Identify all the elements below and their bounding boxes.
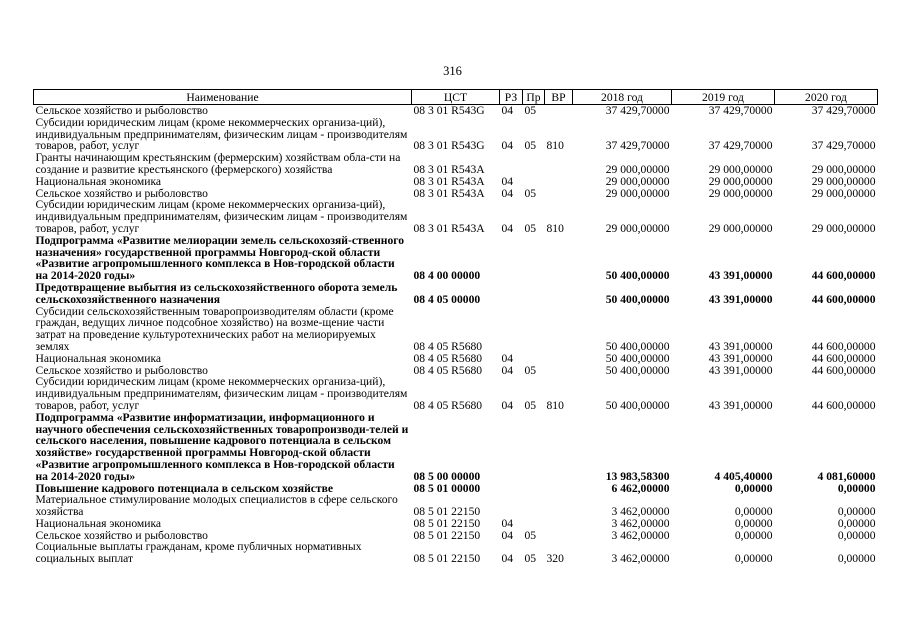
cell-cst: 08 3 01 R543A	[413, 221, 485, 235]
cell-name: Повышение кадрового потенциала в сельском хозяйстве	[35, 481, 334, 495]
cell-name: Национальная экономика	[35, 351, 162, 365]
cell-cst: 08 5 01 22150	[413, 516, 481, 530]
cell-2020: 29 000,00000	[811, 174, 876, 188]
cell-rz	[500, 483, 523, 495]
cell-2018: 37 429,70000	[605, 104, 670, 117]
cell-cst: 08 5 01 22150	[413, 505, 481, 519]
cell-vr	[545, 188, 573, 200]
cell-vr	[545, 412, 573, 483]
cell-rz	[500, 306, 523, 353]
cell-name: Национальная экономика	[35, 516, 162, 530]
cell-cst: 08 5 01 22150	[413, 528, 481, 542]
cell-name: Субсидии юридическим лицам (кроме некоммерческих организа-ций), индивидуальным предпринимателям, физическим лицам - производителям товаров, работ, услуг	[35, 115, 408, 153]
cell-2018: 3 462,00000	[611, 528, 670, 542]
table-row	[34, 353, 878, 365]
cell-2018: 13 983,58300	[605, 469, 670, 483]
cell-2019: 29 000,00000	[708, 162, 773, 176]
cell-2020: 44 600,00000	[811, 339, 876, 353]
cell-name: Сельское хозяйство и рыболовство	[35, 363, 208, 377]
header-cst: ЦСТ	[412, 90, 500, 105]
cell-2019: 43 391,00000	[708, 351, 773, 365]
table-row	[34, 412, 878, 483]
table-row	[34, 376, 878, 411]
cell-vr	[545, 483, 573, 495]
table-row	[34, 117, 878, 152]
cell-2018: 29 000,00000	[605, 174, 670, 188]
cell-name: Сельское хозяйство и рыболовство	[35, 186, 208, 200]
table-row	[34, 282, 878, 306]
cell-pr: 05	[524, 552, 537, 566]
cell-cst: 08 5 00 00000	[413, 469, 481, 483]
header-pr: Пр	[523, 90, 545, 105]
cell-2018: 29 000,00000	[605, 186, 670, 200]
cell-vr	[545, 105, 573, 117]
cell-2020: 0,00000	[837, 552, 876, 566]
cell-cst: 08 5 01 00000	[413, 481, 481, 495]
cell-rz: 04	[501, 363, 514, 377]
table-row	[34, 176, 878, 188]
cell-rz: 04	[501, 552, 514, 566]
cell-rz	[500, 152, 523, 176]
cell-pr: 05	[524, 528, 537, 542]
cell-2019: 29 000,00000	[708, 221, 773, 235]
cell-pr	[523, 353, 545, 365]
cell-rz	[500, 235, 523, 282]
cell-vr	[545, 530, 573, 542]
cell-cst: 08 3 01 R543A	[413, 174, 485, 188]
cell-2018: 37 429,70000	[605, 139, 670, 153]
cell-2020: 37 429,70000	[811, 104, 876, 117]
cell-name: Национальная экономика	[35, 174, 162, 188]
cell-2019: 37 429,70000	[708, 104, 773, 117]
cell-vr: 810	[546, 398, 564, 412]
cell-name: Материальное стимулирование молодых специалистов в сфере сельского хозяйства	[35, 493, 398, 519]
cell-2018: 50 400,00000	[605, 351, 670, 365]
table-body	[34, 105, 878, 566]
cell-2020: 44 600,00000	[811, 292, 876, 306]
cell-pr	[523, 518, 545, 530]
cell-2018: 6 462,00000	[611, 481, 670, 495]
cell-2020: 44 600,00000	[811, 398, 876, 412]
cell-cst: 08 4 05 R5680	[413, 351, 483, 365]
cell-pr	[523, 282, 545, 306]
cell-2018: 50 400,00000	[605, 363, 670, 377]
cell-2019: 29 000,00000	[708, 186, 773, 200]
cell-2020: 29 000,00000	[811, 162, 876, 176]
header-2018: 2018 год	[573, 90, 672, 105]
budget-table	[33, 89, 878, 565]
cell-2019: 43 391,00000	[708, 398, 773, 412]
cell-rz: 04	[501, 221, 514, 235]
cell-vr: 810	[546, 221, 564, 235]
cell-pr: 05	[524, 363, 537, 377]
cell-pr	[523, 494, 545, 518]
table-row	[34, 494, 878, 518]
cell-cst: 08 3 01 R543A	[413, 186, 485, 200]
cell-2018: 3 462,00000	[611, 552, 670, 566]
cell-cst: 08 4 05 R5680	[413, 363, 483, 377]
cell-name: Субсидии юридическим лицам (кроме некоммерческих организа-ций), индивидуальным предпринимателям, физическим лицам - производителям товаров, работ, услуг	[35, 198, 408, 235]
page-number: 316	[443, 64, 462, 78]
table-header-row	[34, 90, 878, 105]
cell-2019: 0,00000	[734, 552, 773, 566]
cell-2020: 0,00000	[837, 516, 876, 530]
cell-2020: 0,00000	[837, 481, 876, 495]
cell-cst: 08 3 01 R543G	[413, 139, 485, 153]
cell-2018: 50 400,00000	[605, 269, 670, 283]
cell-name: Сельское хозяйство и рыболовство	[35, 528, 208, 542]
cell-2019: 0,00000	[734, 528, 773, 542]
header-2020: 2020 год	[775, 90, 878, 105]
cell-2020: 44 600,00000	[811, 351, 876, 365]
cell-pr: 05	[524, 221, 537, 235]
cell-vr	[545, 306, 573, 353]
table-row	[34, 541, 878, 565]
cell-vr	[545, 494, 573, 518]
cell-vr	[545, 353, 573, 365]
cell-2018: 29 000,00000	[605, 221, 670, 235]
cell-vr	[545, 365, 573, 377]
cell-vr	[545, 152, 573, 176]
cell-2020: 0,00000	[837, 528, 876, 542]
cell-rz	[500, 282, 523, 306]
cell-2018: 50 400,00000	[605, 398, 670, 412]
cell-2019: 0,00000	[734, 505, 773, 519]
cell-2019: 0,00000	[734, 481, 773, 495]
cell-pr	[523, 412, 545, 483]
cell-pr: 05	[524, 139, 537, 153]
cell-name: Сельское хозяйство и рыболовство	[35, 104, 208, 117]
cell-2020: 44 600,00000	[811, 363, 876, 377]
cell-rz	[500, 412, 523, 483]
cell-2019: 37 429,70000	[708, 139, 773, 153]
cell-2020: 4 081,60000	[817, 469, 876, 483]
cell-rz: 04	[501, 528, 514, 542]
cell-cst: 08 4 05 00000	[413, 292, 481, 306]
table-row	[34, 152, 878, 176]
cell-2019: 0,00000	[734, 516, 773, 530]
cell-pr: 05	[524, 104, 537, 117]
cell-name: Субсидии сельскохозяйственным товаропроизводителям области (кроме граждан, ведущих личное подсобное хозяйство) на возме-щение части затрат на проведение культуротехнических работ на мелиорируемых землях	[35, 304, 394, 353]
cell-name: Предотвращение выбытия из сельскохозяйственного оборота земель сельскохозяйственного назначения	[35, 280, 398, 306]
cell-cst: 08 3 01 R543A	[413, 162, 485, 176]
cell-2019: 43 391,00000	[708, 339, 773, 353]
cell-cst: 08 4 00 00000	[413, 269, 481, 283]
table-row	[34, 199, 878, 234]
cell-cst: 08 5 01 22150	[413, 552, 481, 566]
cell-rz: 04	[501, 351, 514, 365]
cell-vr: 810	[546, 139, 564, 153]
cell-2019: 43 391,00000	[708, 269, 773, 283]
cell-pr	[523, 483, 545, 495]
table-row	[34, 105, 878, 117]
cell-vr: 320	[546, 552, 564, 566]
cell-cst: 08 3 01 R543G	[413, 104, 485, 117]
header-name: Наименование	[34, 90, 412, 105]
cell-name: Подпрограмма «Развитие мелиорации земель сельскохозяй-ственного назначения» государственной программы Новгород-ской области «Развитие агропромышленного комплекса в Нов-городской области на 2014-2020 годы»	[35, 233, 405, 283]
header-rz: РЗ	[500, 90, 523, 105]
cell-rz: 04	[501, 398, 514, 412]
cell-2019: 4 405,40000	[714, 469, 773, 483]
cell-vr	[545, 282, 573, 306]
cell-2020: 37 429,70000	[811, 139, 876, 153]
header-vr: ВР	[545, 90, 573, 105]
cell-cst: 08 4 05 R5680	[413, 398, 483, 412]
cell-2020: 0,00000	[837, 505, 876, 519]
cell-pr: 05	[524, 186, 537, 200]
cell-vr	[545, 176, 573, 188]
cell-2019: 43 391,00000	[708, 363, 773, 377]
cell-2018: 50 400,00000	[605, 339, 670, 353]
header-2019: 2019 год	[672, 90, 775, 105]
cell-rz: 04	[501, 104, 514, 117]
cell-rz: 04	[501, 174, 514, 188]
table-row	[34, 235, 878, 282]
cell-2020: 29 000,00000	[811, 186, 876, 200]
cell-2020: 29 000,00000	[811, 221, 876, 235]
cell-2019: 43 391,00000	[708, 292, 773, 306]
cell-name: Социальные выплаты гражданам, кроме публичных нормативных социальных выплат	[35, 540, 362, 566]
cell-cst: 08 4 05 R5680	[413, 339, 483, 353]
cell-rz: 04	[501, 186, 514, 200]
cell-vr	[545, 235, 573, 282]
cell-rz: 04	[501, 516, 514, 530]
table-row	[34, 306, 878, 353]
cell-rz: 04	[501, 139, 514, 153]
cell-pr	[523, 152, 545, 176]
cell-2018: 3 462,00000	[611, 505, 670, 519]
cell-2018: 29 000,00000	[605, 162, 670, 176]
cell-vr	[545, 518, 573, 530]
cell-pr	[523, 176, 545, 188]
cell-2018: 50 400,00000	[605, 292, 670, 306]
cell-rz	[500, 494, 523, 518]
table-row	[34, 518, 878, 530]
cell-pr: 05	[524, 398, 537, 412]
cell-2018: 3 462,00000	[611, 516, 670, 530]
cell-name: Подпрограмма «Развитие информатизации, информационного и научного обеспечения сельскохозяйственных товаропроизводи-телей и сельского населения, повышение кадрового потенциала в сельском хозяйстве» государственной программы Новгород-ской области «Развитие агропромышленного комплекса в Нов-городской области на 2014-2020 годы»	[35, 410, 409, 483]
cell-pr	[523, 235, 545, 282]
cell-pr	[523, 306, 545, 353]
cell-name: Субсидии юридическим лицам (кроме некоммерческих организа-ций), индивидуальным предпринимателям, физическим лицам - производителям товаров, работ, услуг	[35, 375, 408, 412]
cell-2020: 44 600,00000	[811, 269, 876, 283]
cell-name: Гранты начинающим крестьянским (фермерским) хозяйствам обла-сти на создание и развитие крестьянского (фермерского) хозяйства	[35, 151, 401, 176]
cell-2019: 29 000,00000	[708, 174, 773, 188]
